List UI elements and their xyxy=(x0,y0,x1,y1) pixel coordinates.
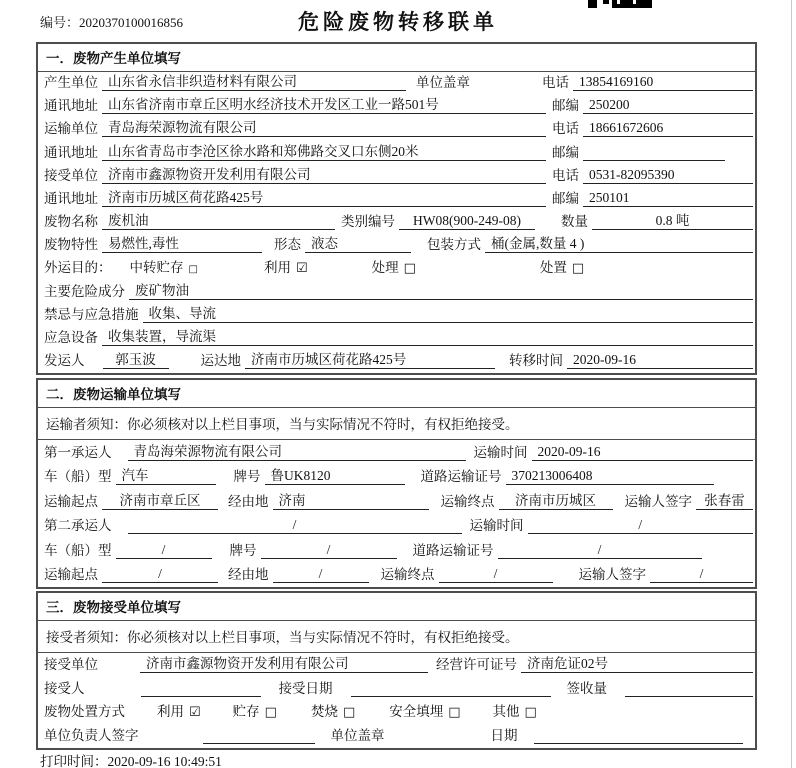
row-waste-name xyxy=(38,211,755,234)
transporter-label: 运输单位 xyxy=(44,121,98,137)
date-label: 日期 xyxy=(490,728,518,743)
disposal-option-label: 利用 xyxy=(157,704,184,720)
destination-value: 济南市历城区荷花路425号 xyxy=(245,348,495,369)
row-receiver-address xyxy=(38,188,755,211)
transfer-date-label: 转移时间 xyxy=(509,353,563,369)
end1-value: 济南市历城区 xyxy=(499,489,613,510)
quantity-label: 数量 xyxy=(561,214,588,230)
checkbox-icon: □ xyxy=(188,264,198,276)
print-time-value: 2020-09-16 10:49:51 xyxy=(107,754,222,768)
page-edge-divider xyxy=(791,0,792,768)
character-label: 废物特性 xyxy=(44,237,98,253)
vehicle1-value: 汽车 xyxy=(116,464,216,485)
receiver-zip-value: 250101 xyxy=(583,190,753,207)
section-receiver-header: 三．废物接受单位填写 xyxy=(38,593,755,621)
waste-name-value: 废机油 xyxy=(102,209,335,230)
checkbox-icon: □ xyxy=(524,705,537,721)
receiver-label: 接受单位 xyxy=(44,167,98,183)
disposal-option-label: 其他 xyxy=(492,704,520,720)
seal-label: 单位盖章 xyxy=(416,75,470,91)
sign1-label: 运输人签字 xyxy=(624,493,692,509)
row-hazard-component xyxy=(38,280,755,303)
origin2-value: / xyxy=(102,566,218,583)
signed-qty-label: 签收量 xyxy=(566,680,607,696)
row-responsible-signature xyxy=(38,724,755,748)
via1-value: 济南 xyxy=(273,489,429,510)
carrier2-label: 第二承运人 xyxy=(44,518,112,533)
receive-unit-value: 济南市鑫源物资开发利用有限公司 xyxy=(140,652,428,673)
producer-addr-value: 山东省济南市章丘区明水经济技术开发区工业一路501号 xyxy=(102,93,546,114)
plate1-value: 鲁UK8120 xyxy=(265,464,405,485)
waste-name-label: 废物名称 xyxy=(44,214,98,230)
section-transporter-header: 二．废物运输单位填写 xyxy=(38,380,755,408)
disposal-option-utilize xyxy=(157,700,201,720)
row-transporter xyxy=(38,118,755,141)
row-acceptor xyxy=(38,677,755,701)
form-value: 液态 xyxy=(305,232,411,253)
receiver-addr-label: 通讯地址 xyxy=(44,190,98,206)
taboo-label: 禁忌与应急措施 xyxy=(44,306,139,322)
sign2-label: 运输人签字 xyxy=(578,567,646,582)
via1-label: 经由地 xyxy=(228,493,269,509)
serial-value: 2020370100016856 xyxy=(79,15,184,30)
category-value: HW08(900-249-08) xyxy=(399,213,535,230)
row-first-carrier xyxy=(38,440,755,465)
disposal-option-incinerate xyxy=(311,700,355,720)
transporter-addr-value: 山东省青岛市李沧区徐水路和郑佛路交叉口东侧20米 xyxy=(102,140,546,161)
checkbox-icon: □ xyxy=(448,705,461,721)
receiver-addr-value: 济南市历城区荷花路425号 xyxy=(102,186,546,207)
producer-value: 山东省永信非织造材料有限公司 xyxy=(102,70,406,91)
carrier2-value: / xyxy=(128,517,462,534)
receive-unit-label: 接受单位 xyxy=(44,656,98,672)
purpose-option-utilize xyxy=(264,256,308,276)
receiver-value: 济南市鑫源物资开发利用有限公司 xyxy=(102,163,546,184)
receiver-phone-value: 0531-82095390 xyxy=(583,167,753,184)
origin2-label: 运输起点 xyxy=(44,567,98,582)
license2-value: / xyxy=(498,542,702,559)
disposal-option-store xyxy=(233,700,277,720)
time2-value: / xyxy=(528,517,754,534)
transporter-notice: 运输者须知：你必须核对以上栏目事项，当与实际情况不符时，有权拒绝接受。 xyxy=(38,408,755,440)
acceptor-label: 接受人 xyxy=(44,680,85,696)
origin1-value: 济南市章丘区 xyxy=(102,489,218,510)
checkbox-checked-icon: ☑ xyxy=(295,261,308,277)
plate1-label: 牌号 xyxy=(233,469,261,484)
carrier1-label: 第一承运人 xyxy=(44,444,112,460)
checkbox-checked-icon: ☑ xyxy=(189,705,201,721)
purpose-option-label: 利用 xyxy=(263,260,291,276)
purpose-option-label: 处置 xyxy=(539,260,567,276)
checkbox-icon: □ xyxy=(264,705,277,721)
license2-label: 道路运输证号 xyxy=(412,542,494,558)
responsible-value xyxy=(203,728,315,744)
transporter-phone-value: 18661672606 xyxy=(583,120,753,137)
row-vehicle1 xyxy=(38,465,755,490)
destination-label: 运达地 xyxy=(200,353,241,369)
print-time-label: 打印时间： xyxy=(40,754,108,768)
time2-label: 运输时间 xyxy=(469,518,524,533)
carrier1-value: 青岛海荣源物流有限公司 xyxy=(128,440,466,461)
row-transfer-purpose xyxy=(38,257,755,280)
vehicle2-value: / xyxy=(116,542,212,559)
origin1-label: 运输起点 xyxy=(44,493,98,509)
plate2-label: 牌号 xyxy=(229,542,257,558)
shipper-value: 郭玉波 xyxy=(103,348,169,369)
disposal-option-landfill xyxy=(389,700,460,720)
end2-label: 运输终点 xyxy=(380,567,435,582)
purpose-option-transfer-storage xyxy=(130,256,198,276)
row-shipper xyxy=(38,350,755,373)
row-producer-address xyxy=(38,95,755,118)
row-vehicle2 xyxy=(38,538,755,563)
receiver-zip-label: 邮编 xyxy=(552,190,579,206)
transporter-phone-label: 电话 xyxy=(552,121,579,137)
producer-zip-label: 邮编 xyxy=(552,98,579,114)
plate2-value: / xyxy=(261,542,397,559)
disposal-option-other xyxy=(493,700,537,720)
row-route2 xyxy=(38,563,755,588)
row-taboo-measures xyxy=(38,304,755,327)
transfer-date-value: 2020-09-16 xyxy=(567,352,753,369)
purpose-label: 外运目的： xyxy=(44,260,112,276)
print-time xyxy=(40,750,222,768)
transporter-zip-label: 邮编 xyxy=(552,144,579,160)
hazard-label: 主要危险成分 xyxy=(44,283,125,299)
accept-date-value xyxy=(351,681,551,697)
section-producer xyxy=(36,42,757,375)
qr-code-fragment xyxy=(588,0,652,9)
producer-label: 产生单位 xyxy=(44,75,98,91)
serial-label: 编号： xyxy=(40,15,80,30)
section-transporter xyxy=(36,378,757,589)
row-second-carrier xyxy=(38,514,755,539)
row-producer xyxy=(38,72,755,95)
taboo-value: 收集、导流 xyxy=(143,302,754,323)
row-receiver xyxy=(38,165,755,188)
receiver-phone-label: 电话 xyxy=(552,167,579,183)
transporter-addr-label: 通讯地址 xyxy=(44,144,98,160)
vehicle2-label: 车（船）型 xyxy=(44,542,112,558)
packing-label: 包装方式 xyxy=(427,237,481,253)
quantity-value: 0.8 吨 xyxy=(592,209,753,230)
disposal-label: 废物处置方式 xyxy=(44,704,125,720)
shipper-label: 发运人 xyxy=(44,353,85,369)
permit-value: 济南危证02号 xyxy=(521,652,753,673)
purpose-option-label: 中转贮存 xyxy=(129,260,184,276)
vehicle1-label: 车（船）型 xyxy=(44,469,112,484)
row-receive-unit xyxy=(38,653,755,677)
sign2-value: / xyxy=(650,566,753,583)
unit-seal-label: 单位盖章 xyxy=(330,728,385,743)
checkbox-icon: □ xyxy=(342,705,356,721)
purpose-option-dispose xyxy=(540,256,584,276)
accept-date-label: 接受日期 xyxy=(278,680,333,696)
producer-phone-label: 电话 xyxy=(542,75,569,91)
sign1-value: 张春雷 xyxy=(696,489,753,510)
checkbox-icon: □ xyxy=(571,261,585,277)
via2-value: / xyxy=(273,566,369,583)
time1-value: 2020-09-16 xyxy=(532,444,754,461)
form-label: 形态 xyxy=(274,237,301,253)
time1-label: 运输时间 xyxy=(473,444,528,460)
date-value xyxy=(534,728,744,744)
via2-label: 经由地 xyxy=(228,567,269,582)
producer-addr-label: 通讯地址 xyxy=(44,98,98,114)
receiver-notice: 接受者须知：你必须核对以上栏目事项，当与实际情况不符时，有权拒绝接受。 xyxy=(38,621,755,653)
responsible-label: 单位负责人签字 xyxy=(44,728,139,743)
row-emergency-equipment xyxy=(38,327,755,350)
row-transporter-address xyxy=(38,141,755,164)
producer-zip-value: 250200 xyxy=(583,97,753,114)
producer-phone-value: 13854169160 xyxy=(573,74,753,91)
license1-label: 道路运输证号 xyxy=(420,469,502,484)
equipment-label: 应急设备 xyxy=(44,329,98,345)
transporter-value: 青岛海荣源物流有限公司 xyxy=(102,116,546,137)
disposal-option-label: 贮存 xyxy=(232,704,260,720)
acceptor-value xyxy=(141,681,261,697)
character-value: 易燃性,毒性 xyxy=(102,232,262,253)
category-label: 类别编号 xyxy=(341,214,395,230)
disposal-option-label: 焚烧 xyxy=(310,704,338,720)
transporter-zip-value xyxy=(583,145,725,161)
hazard-value: 废矿物油 xyxy=(129,279,753,300)
end1-label: 运输终点 xyxy=(440,493,495,509)
section-producer-header: 一．废物产生单位填写 xyxy=(38,44,755,72)
section-receiver xyxy=(36,591,757,750)
disposal-option-label: 安全填埋 xyxy=(389,704,444,720)
signed-qty-value xyxy=(625,681,753,697)
end2-value: / xyxy=(439,566,553,583)
equipment-value: 收集装置，导流渠 xyxy=(102,325,753,346)
packing-value: 桶(金属,数量 4 ) xyxy=(485,232,753,253)
checkbox-icon: □ xyxy=(403,261,416,277)
document-header xyxy=(40,6,756,36)
license1-value: 370213006408 xyxy=(506,468,714,485)
row-route1 xyxy=(38,489,755,514)
purpose-option-treat xyxy=(372,256,416,276)
row-disposal-method xyxy=(38,701,755,725)
page-title: 危险废物转移联单 xyxy=(298,11,498,34)
purpose-option-label: 处理 xyxy=(371,260,399,276)
row-waste-character xyxy=(38,234,755,257)
permit-label: 经营许可证号 xyxy=(436,656,517,672)
